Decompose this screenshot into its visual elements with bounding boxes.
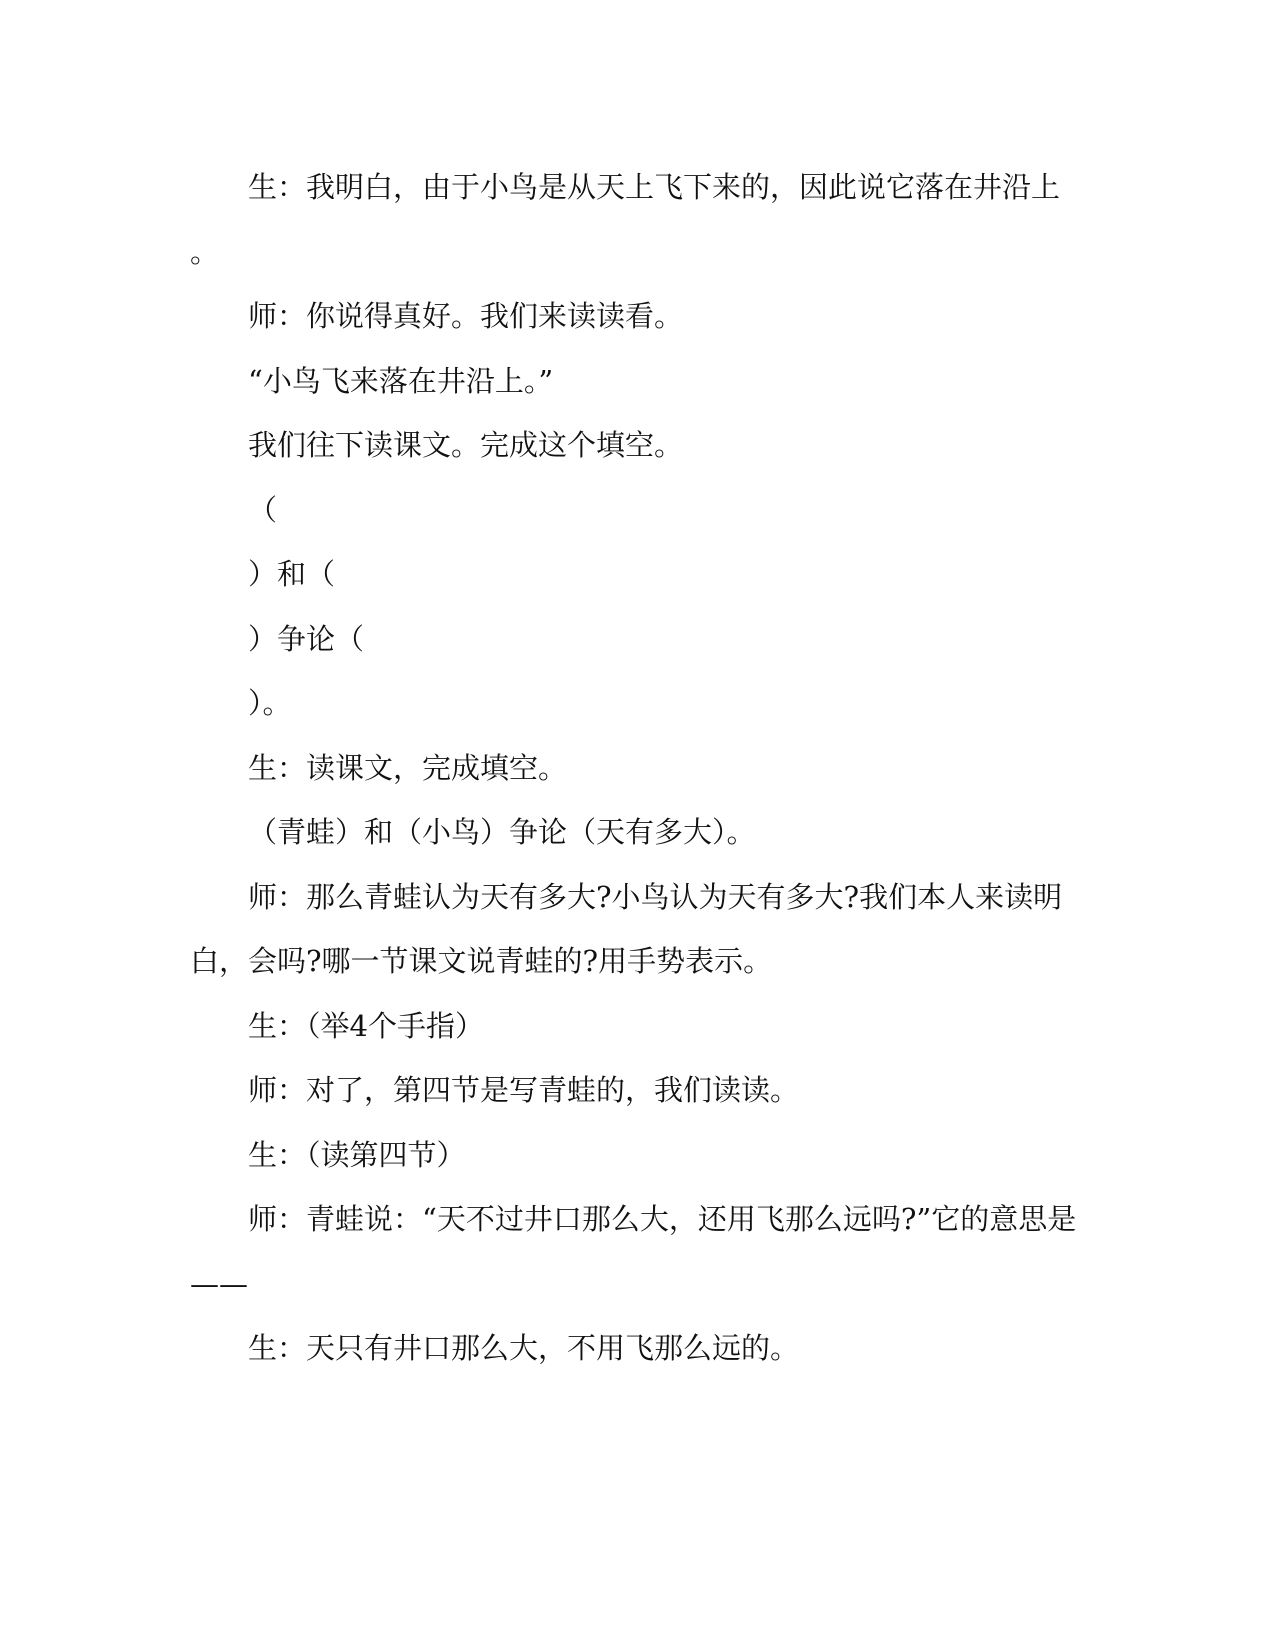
paragraph-line: 白，会吗?哪一节课文说青蛙的?用手势表示。 [190,944,773,978]
paragraph-line: ）争论（ [248,621,365,656]
paragraph-line: 生：天只有井口那么大，不用飞那么远的。 [248,1331,800,1365]
paragraph-line: 师：那么青蛙认为天有多大?小鸟认为天有多大?我们本人来读明 [248,879,1063,914]
paragraph-line: “小鸟飞来落在井沿上。” [248,363,554,398]
document-body [190,155,1080,1381]
paragraph-line: 。 [190,234,220,269]
paragraph-line: 师：青蛙说：“天不过井口那么大，还用飞那么远吗?”它的意思是 [248,1202,1077,1236]
paragraph-line: —— [190,1266,248,1301]
paragraph-line: ）和（ [248,557,336,591]
paragraph-line: （青蛙）和（小鸟）争论（天有多大）。 [248,815,756,849]
paragraph-line: 我们往下读课文。完成这个填空。 [248,428,684,462]
paragraph-line: 师：对了，第四节是写青蛙的，我们读读。 [248,1073,800,1107]
paragraph-line: ）。 [248,686,292,720]
paragraph-line: 生：（读第四节） [248,1137,466,1172]
paragraph-line: 生：读课文，完成填空。 [248,750,568,785]
paragraph-line: 师：你说得真好。我们来读读看。 [248,299,684,333]
paragraph-line: 生：我明白，由于小鸟是从天上飞下来的，因此说它落在井沿上 [248,170,1061,204]
paragraph-line: （ [248,492,278,527]
paragraph-line: 生：（举4个手指） [248,1008,484,1043]
